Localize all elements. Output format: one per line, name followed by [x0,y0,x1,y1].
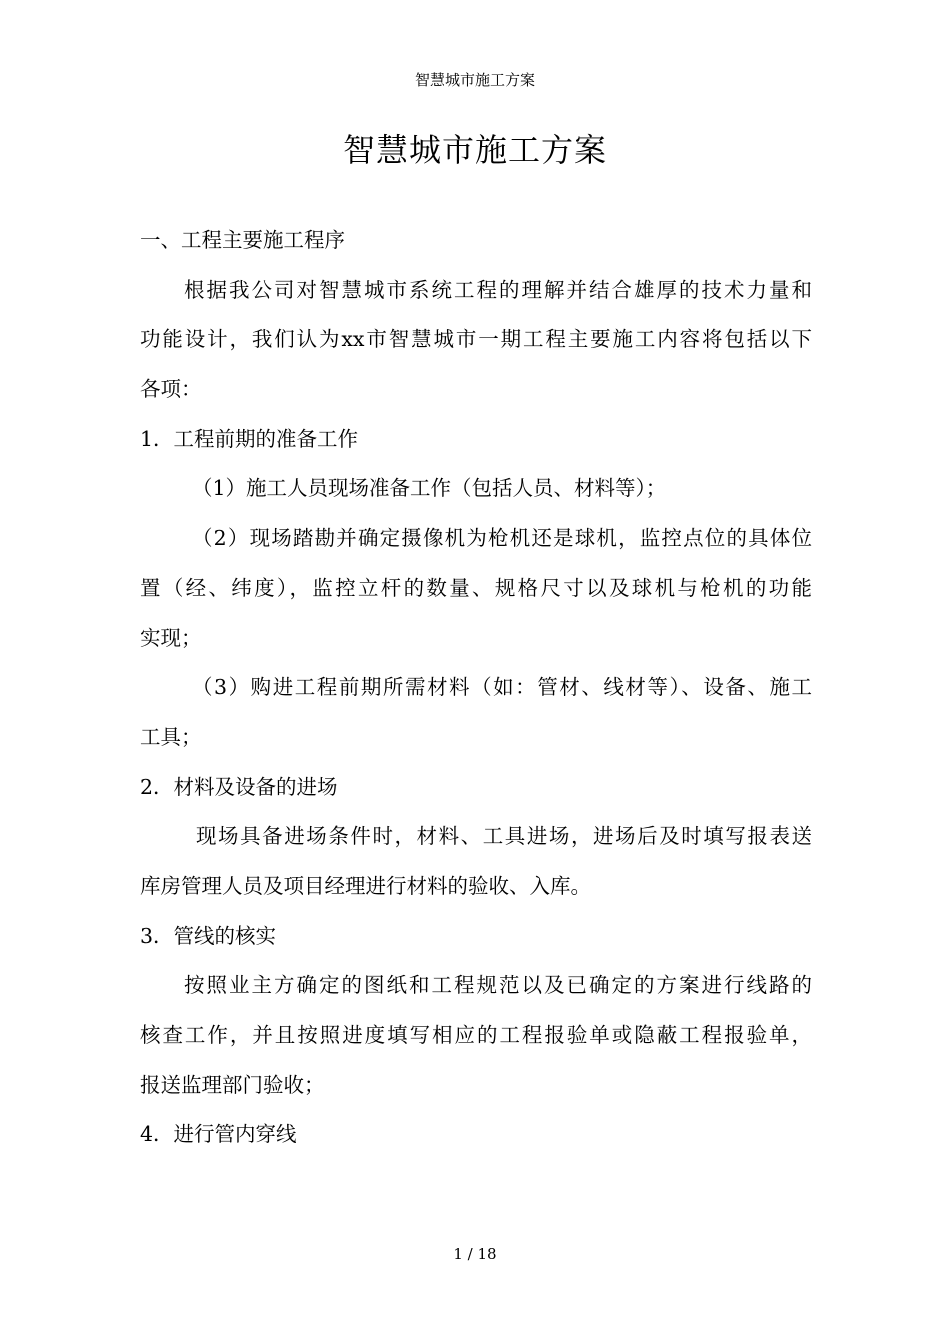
subsection-heading: 1．工程前期的准备工作 [140,426,359,451]
document-title: 智慧城市施工方案 [342,131,607,169]
paragraph-line: 核查工作，并且按照进度填写相应的工程报验单或隐蔽工程报验单， [140,1023,812,1047]
subsection-heading: 4．进行管内穿线 [140,1122,297,1147]
list-item: （3）购进工程前期所需材料（如：管材、线材等）、设备、施工 [192,675,812,700]
paragraph-line: 各项： [140,377,202,402]
document-body [140,216,812,1160]
paragraph-line: 按照业主方确定的图纸和工程规范以及已确定的方案进行线路的 [184,973,812,998]
paragraph-line: 根据我公司对智慧城市系统工程的理解并结合雄厚的技术力量和 [184,277,812,302]
list-item-continued: 置（经、纬度），监控立杆的数量、规格尺寸以及球机与枪机的功能 [140,575,812,600]
page-number: 1 / 18 [453,1245,497,1263]
paragraph-line: 功能设计，我们认为xx市智慧城市一期工程主要施工内容将包括以下 [140,327,812,352]
list-item-continued: 实现； [140,625,202,650]
section-heading: 一、工程主要施工程序 [140,228,345,252]
paragraph-line: 现场具备进场条件时，材料、工具进场，进场后及时填写报表送 [196,824,812,849]
list-item: （2）现场踏勘并确定摄像机为枪机还是球机，监控点位的具体位 [192,526,812,551]
subsection-heading: 2．材料及设备的进场 [140,774,338,799]
paragraph-line: 报送监理部门验收； [140,1072,325,1097]
list-item: （1）施工人员现场准备工作（包括人员、材料等）； [192,476,667,501]
list-item-continued: 工具； [140,724,202,749]
paragraph-line: 库房管理人员及项目经理进行材料的验收、入库。 [140,873,591,898]
running-header: 智慧城市施工方案 [414,71,535,89]
subsection-heading: 3．管线的核实 [140,923,277,948]
